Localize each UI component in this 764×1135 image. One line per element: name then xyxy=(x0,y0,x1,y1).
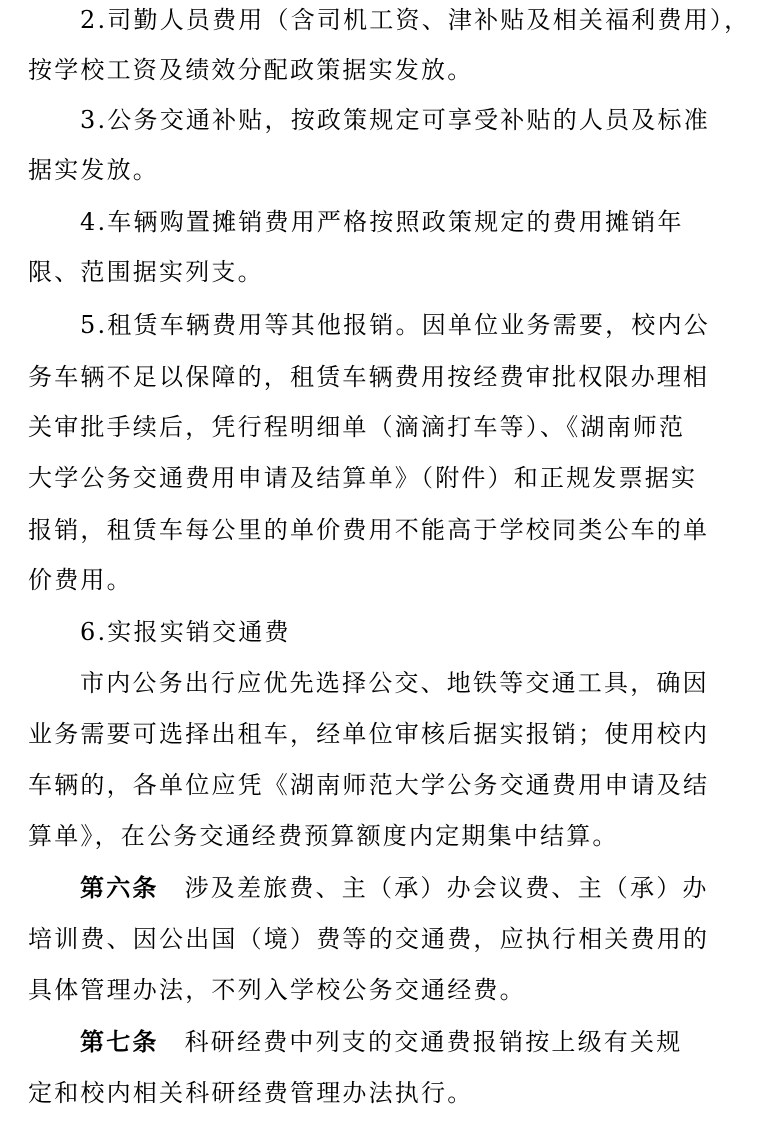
article-6-line-2: 培训费、因公出国（境）费等的交通费，应执行相关费用的 xyxy=(28,925,710,953)
para-5-line-2: 务车辆不足以保障的，租赁车辆费用按经费审批权限办理相 xyxy=(28,363,710,391)
para-5-line-3: 关审批手续后，凭行程明细单（滴滴打车等）、《湖南师范 xyxy=(28,413,686,441)
para-6b-line-4: 算单》，在公务交通经费预算额度内定期集中结算。 xyxy=(28,822,619,850)
para-4-line-2: 限、范围据实列支。 xyxy=(28,258,264,286)
para-5-line-6: 价费用。 xyxy=(28,566,133,594)
article-7-line-1 xyxy=(0,1022,764,1062)
para-6b-line-2: 业务需要可选择出租车，经单位审核后据实报销；使用校内 xyxy=(28,720,710,748)
article-6-line-3: 具体管理办法，不列入学校公务交通经费。 xyxy=(28,976,526,1004)
article-7-text: 科研经费中列支的交通费报销按上级有关规 xyxy=(184,1028,683,1056)
para-5-line-1: 5.租赁车辆费用等其他报销。因单位业务需要，校内公 xyxy=(80,311,710,339)
article-6-line-1 xyxy=(0,868,764,908)
article-7-line-2: 定和校内相关科研经费管理办法执行。 xyxy=(28,1079,474,1107)
para-3-line-2: 据实发放。 xyxy=(28,156,159,184)
article-6-text: 涉及差旅费、主（承）办会议费、主（承）办 xyxy=(184,874,709,902)
para-2-line-1: 2.司勤人员费用（含司机工资、津补贴及相关福利费用）， xyxy=(80,6,751,34)
para-5-line-5: 报销，租赁车每公里的单价费用不能高于学校同类公车的单 xyxy=(28,516,710,544)
para-6b-line-1: 市内公务出行应优先选择公交、地铁等交通工具，确因 xyxy=(80,669,709,697)
para-6-heading: 6.实报实销交通费 xyxy=(80,618,291,646)
para-3-line-1: 3.公务交通补贴，按政策规定可享受补贴的人员及标准 xyxy=(80,106,710,134)
article-6-title: 第六条 xyxy=(80,873,159,902)
para-6b-line-3: 车辆的，各单位应凭《湖南师范大学公务交通费用申请及结 xyxy=(28,771,710,799)
para-2-line-2: 按学校工资及绩效分配政策据实发放。 xyxy=(28,56,474,84)
article-7-title: 第七条 xyxy=(80,1027,159,1056)
para-4-line-1: 4.车辆购置摊销费用严格按照政策规定的费用摊销年 xyxy=(80,208,684,236)
para-5-line-4: 大学公务交通费用申请及结算单》（附件）和正规发票据实 xyxy=(28,464,698,492)
